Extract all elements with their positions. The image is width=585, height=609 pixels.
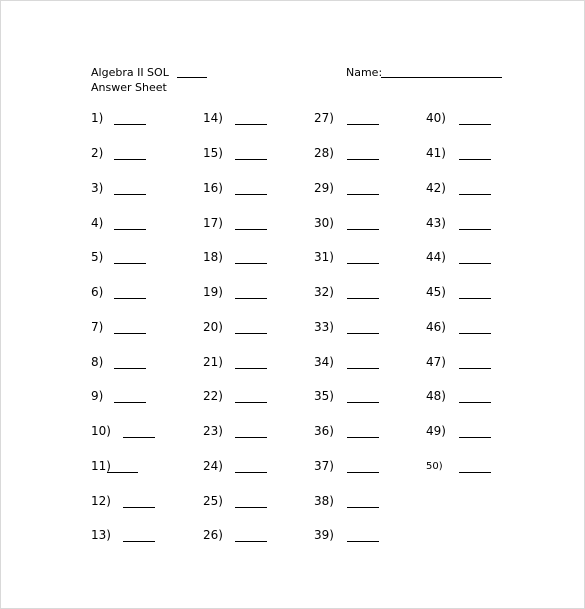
name-field-blank[interactable]: [381, 77, 502, 78]
answer-blank[interactable]: [235, 402, 267, 403]
question-label: 28): [314, 146, 334, 160]
question-label: 7): [91, 320, 104, 334]
question-label: 21): [203, 355, 223, 369]
answer-sheet-subtitle: Answer Sheet: [91, 81, 167, 94]
answer-blank[interactable]: [114, 159, 146, 160]
answer-blank[interactable]: [107, 472, 138, 473]
answer-blank[interactable]: [235, 472, 267, 473]
question-label: 22): [203, 389, 223, 403]
question-label: 3): [91, 181, 104, 195]
answer-blank[interactable]: [114, 124, 146, 125]
answer-blank[interactable]: [235, 124, 267, 125]
answer-blank[interactable]: [347, 472, 379, 473]
question-label: 13): [91, 528, 111, 542]
question-label: 15): [203, 146, 223, 160]
answer-blank[interactable]: [347, 194, 379, 195]
question-label: 16): [203, 181, 223, 195]
question-label: 11): [91, 459, 111, 473]
answer-blank[interactable]: [235, 263, 267, 264]
question-label: 9): [91, 389, 104, 403]
answer-blank[interactable]: [235, 159, 267, 160]
question-label: 33): [314, 320, 334, 334]
answer-blank[interactable]: [347, 541, 379, 542]
answer-blank[interactable]: [459, 263, 491, 264]
answer-blank[interactable]: [347, 263, 379, 264]
answer-blank[interactable]: [347, 229, 379, 230]
answer-blank[interactable]: [235, 333, 267, 334]
answer-blank[interactable]: [459, 194, 491, 195]
question-label: 26): [203, 528, 223, 542]
answer-blank[interactable]: [347, 368, 379, 369]
question-label: 38): [314, 494, 334, 508]
question-label: 14): [203, 111, 223, 125]
answer-blank[interactable]: [114, 333, 146, 334]
answer-blank[interactable]: [347, 507, 379, 508]
question-label: 29): [314, 181, 334, 195]
question-label: 20): [203, 320, 223, 334]
answer-blank[interactable]: [123, 437, 155, 438]
question-label: 17): [203, 216, 223, 230]
question-label: 10): [91, 424, 111, 438]
answer-blank[interactable]: [235, 229, 267, 230]
question-label: 30): [314, 216, 334, 230]
question-label: 36): [314, 424, 334, 438]
answer-blank[interactable]: [235, 368, 267, 369]
answer-blank[interactable]: [347, 402, 379, 403]
answer-blank[interactable]: [459, 437, 491, 438]
question-label: 4): [91, 216, 104, 230]
answer-blank[interactable]: [114, 229, 146, 230]
course-title-blank[interactable]: [177, 77, 207, 78]
answer-blank[interactable]: [347, 437, 379, 438]
question-label: 34): [314, 355, 334, 369]
question-label: 8): [91, 355, 104, 369]
question-label: 12): [91, 494, 111, 508]
question-label: 1): [91, 111, 104, 125]
answer-blank[interactable]: [235, 437, 267, 438]
question-label: 43): [426, 216, 446, 230]
question-label: 23): [203, 424, 223, 438]
answer-blank[interactable]: [459, 124, 491, 125]
answer-blank[interactable]: [459, 472, 491, 473]
answer-blank[interactable]: [123, 541, 155, 542]
question-label: 50): [426, 461, 443, 472]
answer-blank[interactable]: [459, 229, 491, 230]
question-label: 18): [203, 250, 223, 264]
question-label: 45): [426, 285, 446, 299]
question-label: 46): [426, 320, 446, 334]
question-label: 5): [91, 250, 104, 264]
answer-blank[interactable]: [114, 402, 146, 403]
question-label: 2): [91, 146, 104, 160]
question-label: 48): [426, 389, 446, 403]
answer-blank[interactable]: [114, 298, 146, 299]
question-label: 37): [314, 459, 334, 473]
answer-blank[interactable]: [235, 541, 267, 542]
question-label: 39): [314, 528, 334, 542]
question-label: 47): [426, 355, 446, 369]
answer-blank[interactable]: [123, 507, 155, 508]
answer-blank[interactable]: [347, 159, 379, 160]
question-label: 19): [203, 285, 223, 299]
question-label: 42): [426, 181, 446, 195]
question-label: 41): [426, 146, 446, 160]
answer-blank[interactable]: [347, 333, 379, 334]
answer-blank[interactable]: [114, 368, 146, 369]
question-label: 44): [426, 250, 446, 264]
answer-blank[interactable]: [235, 298, 267, 299]
answer-blank[interactable]: [347, 124, 379, 125]
question-label: 6): [91, 285, 104, 299]
course-title: Algebra II SOL: [91, 66, 169, 79]
answer-blank[interactable]: [459, 402, 491, 403]
question-label: 49): [426, 424, 446, 438]
question-label: 31): [314, 250, 334, 264]
answer-blank[interactable]: [459, 159, 491, 160]
question-label: 27): [314, 111, 334, 125]
name-label: Name:: [346, 66, 383, 79]
answer-blank[interactable]: [459, 368, 491, 369]
question-label: 24): [203, 459, 223, 473]
question-label: 35): [314, 389, 334, 403]
answer-blank[interactable]: [235, 194, 267, 195]
answer-blank[interactable]: [347, 298, 379, 299]
answer-blank[interactable]: [459, 333, 491, 334]
answer-blank[interactable]: [114, 263, 146, 264]
question-label: 25): [203, 494, 223, 508]
question-label: 32): [314, 285, 334, 299]
answer-blank[interactable]: [114, 194, 146, 195]
answer-blank[interactable]: [459, 298, 491, 299]
answer-blank[interactable]: [235, 507, 267, 508]
question-label: 40): [426, 111, 446, 125]
